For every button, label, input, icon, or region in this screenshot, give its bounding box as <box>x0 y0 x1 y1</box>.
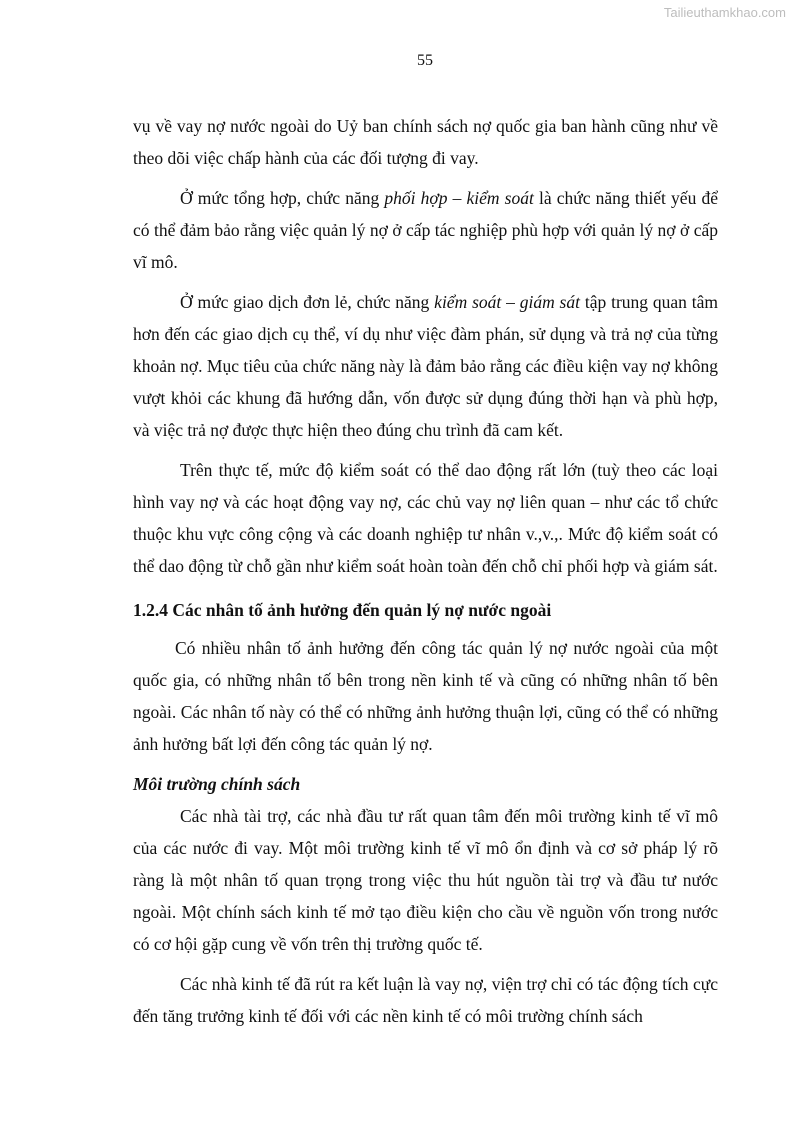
paragraph-3-text-b: tập trung quan tâm hơn đến các giao dịch cụ thể, ví dụ như việc đàm phán, sử dụng và trả nợ của từng khoản nợ. Mục tiêu của chức năng này là đảm bảo rằng các điều kiện vay nợ không vượt khỏi các khung đã hướng dẫn, vốn được sử dụng đúng thời hạn và phù hợp, và việc trả nợ được thực hiện theo đúng chu trình đã cam kết. <box>133 292 718 440</box>
document-body <box>133 110 718 1040</box>
paragraph-2 <box>133 182 718 278</box>
paragraph-5: Có nhiều nhân tố ảnh hưởng đến công tác quản lý nợ nước ngoài của một quốc gia, có những nhân tố bên trong nền kinh tế và cũng có những nhân tố bên ngoài. Các nhân tố này có thể có những ảnh hưởng thuận lợi, cũng có thể có những ảnh hưởng bất lợi đến công tác quản lý nợ. <box>133 638 718 754</box>
paragraph-2-italic: phối hợp – kiểm soát <box>384 188 534 208</box>
paragraph-6: Các nhà tài trợ, các nhà đầu tư rất quan tâm đến môi trường kinh tế vĩ mô của các nước đi vay. Một môi trường kinh tế vĩ mô ổn định và cơ sở pháp lý rõ ràng là một nhân tố quan trọng trong việc thu hút nguồn tài trợ và đầu tư nước ngoài. Một chính sách kinh tế mở tạo điều kiện cho cầu về nguồn vốn trong nước có cơ hội gặp cung về vốn trên thị trường quốc tế. <box>133 806 718 954</box>
subheading: Môi trường chính sách <box>133 774 301 794</box>
section-heading: 1.2.4 Các nhân tố ảnh hưởng đến quản lý nợ nước ngoài <box>133 600 552 620</box>
paragraph-2-text-b: là chức năng thiết yếu để có thể đảm bảo rằng việc quản lý nợ ở cấp tác nghiệp phù hợp với quản lý nợ ở cấp vĩ mô. <box>133 188 718 272</box>
paragraph-3 <box>133 286 718 446</box>
paragraph-1: vụ về vay nợ nước ngoài do Uỷ ban chính sách nợ quốc gia ban hành cũng như về theo dõi việc chấp hành của các đối tượng đi vay. <box>133 116 718 168</box>
paragraph-4: Trên thực tế, mức độ kiểm soát có thể dao động rất lớn (tuỳ theo các loại hình vay nợ và các hoạt động vay nợ, các chủ vay nợ liên quan – như các tổ chức thuộc khu vực công cộng và các doanh nghiệp tư nhân v.,v.,. Mức độ kiểm soát có thể dao động từ chỗ gần như kiểm soát hoàn toàn đến chỗ chỉ phối hợp và giám sát. <box>133 460 718 576</box>
page-number: 55 <box>417 52 433 69</box>
paragraph-3-text-a: Ở mức giao dịch đơn lẻ, chức năng <box>180 292 435 312</box>
paragraph-3-italic: kiểm soát – giám sát <box>434 292 580 312</box>
paragraph-7: Các nhà kinh tế đã rút ra kết luận là vay nợ, viện trợ chỉ có tác động tích cực đến tăng trưởng kinh tế đối với các nền kinh tế có môi trường chính sách <box>133 974 718 1026</box>
paragraph-2-text-a: Ở mức tổng hợp, chức năng <box>180 188 385 208</box>
watermark: Tailieuthamkhao.com <box>663 5 786 20</box>
